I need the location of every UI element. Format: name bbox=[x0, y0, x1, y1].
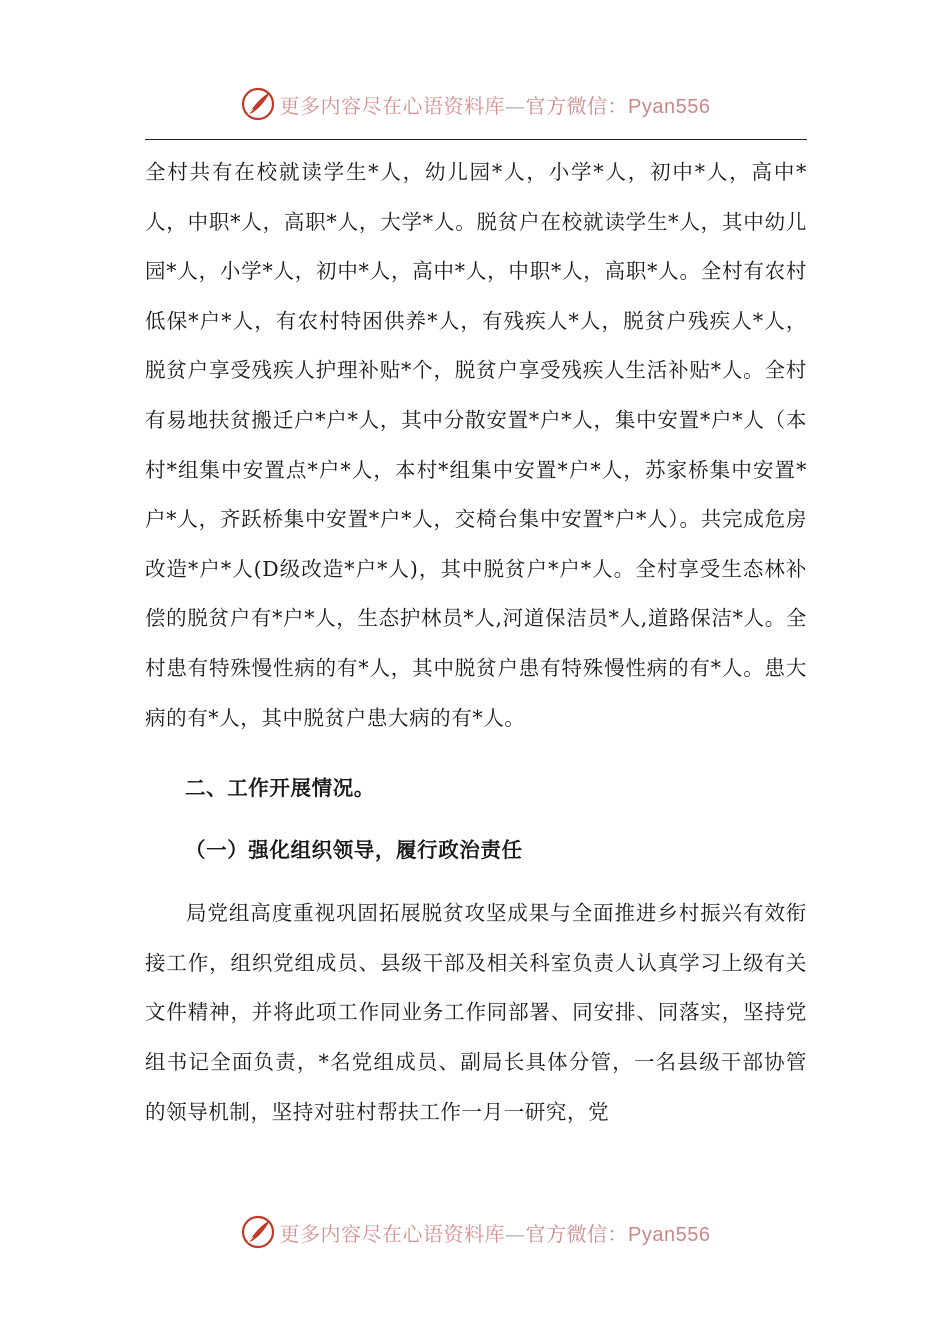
banner-separator: — bbox=[505, 93, 526, 118]
banner-label: 官方微信： bbox=[525, 93, 629, 118]
paragraph-village-statistics: 全村共有在校就读学生*人，幼儿园*人，小学*人，初中*人，高中*人，中职*人，高职*人，大学*人。脱贫户在校就读学生*人，其中幼儿园*人，小学*人，初中*人，高中*人，中职*人，高职*人。全村有农村低保*户*人，有农村特困供养*人，有残疾人*人，脱贫户残疾人*人，脱贫户享受残疾人护理补贴*个，脱贫户享受残疾人生活补贴*人。全村有易地扶贫搬迁户*户*人，其中分散安置*户*人，集中安置*户*人（本村*组集中安置点*户*人，本村*组集中安置*户*人，苏家桥集中安置*户*人，齐跃桥集中安置*户*人，交椅台集中安置*户*人）。共完成危房改造*户*人(D级改造*户*人)，其中脱贫户*户*人。全村享受生态林补偿的脱贫户有*户*人，生态护林员*人,河道保洁员*人,道路保洁*人。全村患有特殊慢性病的有*人，其中脱贫户患有特殊慢性病的有*人。患大病的有*人，其中脱贫户患大病的有*人。 bbox=[145, 160, 807, 730]
document-body bbox=[145, 148, 807, 1137]
quill-logo-icon bbox=[240, 86, 276, 122]
banner-main: 更多内容尽在心语资料库 bbox=[279, 93, 506, 118]
footer-watermark-banner bbox=[0, 1212, 950, 1252]
banner-account: Pyan556 bbox=[628, 1223, 711, 1246]
banner-main: 更多内容尽在心语资料库 bbox=[279, 1221, 506, 1246]
header-watermark-banner bbox=[0, 84, 950, 124]
header-rule bbox=[145, 139, 807, 140]
banner-account: Pyan556 bbox=[628, 95, 711, 118]
banner-text bbox=[280, 1218, 711, 1247]
section-heading: 二、工作开展情况。 bbox=[185, 776, 375, 801]
banner-separator: — bbox=[505, 1221, 526, 1246]
paragraph-organization-leadership: 局党组高度重视巩固拓展脱贫攻坚成果与全面推进乡村振兴有效衔接工作，组织党组成员、县级干部及相关科室负责人认真学习上级有关文件精神，并将此项工作同业务工作同部署、同安排、同落实，坚持党组书记全面负责，*名党组成员、副局长具体分管，一名县级干部协管的领导机制，坚持对驻村帮扶工作一月一研究，党 bbox=[145, 901, 807, 1124]
subsection-heading: （一）强化组织领导，履行政治责任 bbox=[185, 838, 523, 863]
banner-text bbox=[280, 90, 711, 119]
banner-label: 官方微信： bbox=[525, 1221, 629, 1246]
quill-logo-icon bbox=[240, 1214, 276, 1250]
